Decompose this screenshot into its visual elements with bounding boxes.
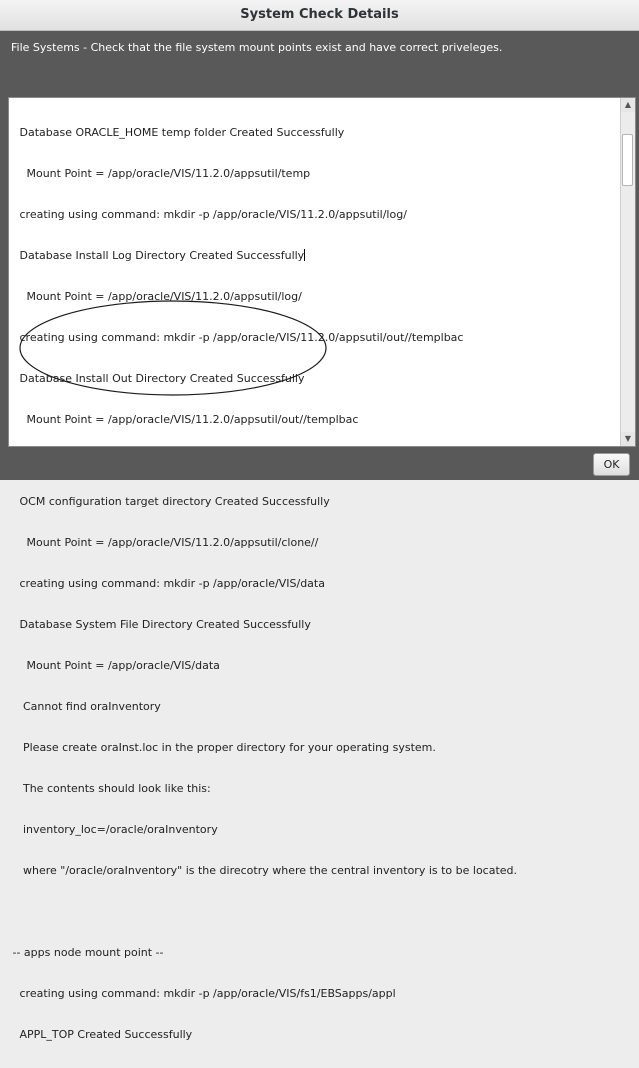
scroll-up-icon[interactable]: ▲ [621, 98, 635, 112]
details-text-area[interactable] [8, 97, 636, 1041]
log-line: OCM configuration target directory Created Successfully [9, 495, 330, 508]
log-line [9, 248, 621, 263]
log-line: Mount Point = /app/oracle/VIS/11.2.0/appsutil/clone// [9, 536, 319, 549]
log-line: Please create oraInst.loc in the proper directory for your operating system. [9, 741, 436, 754]
scroll-thumb[interactable] [622, 134, 633, 186]
log-line: creating using command: mkdir -p /app/oracle/VIS/data [9, 577, 325, 590]
vertical-scrollbar[interactable] [620, 98, 635, 446]
check-description: File Systems - Check that the file system mount points exist and have correct priveleges. [11, 41, 503, 54]
dialog-title: System Check Details [240, 7, 399, 22]
log-line [9, 904, 621, 919]
title-bar[interactable] [0, 0, 639, 31]
ok-button[interactable]: OK [593, 453, 630, 476]
log-line: Database System File Directory Created Successfully [9, 618, 311, 631]
text-cursor [304, 249, 305, 261]
footer-band [0, 447, 639, 480]
log-line: creating using command: mkdir -p /app/oracle/VIS/11.2.0/appsutil/log/ [9, 208, 407, 221]
log-line: where "/oracle/oraInventory" is the direcotry where the central inventory is to be located. [9, 864, 518, 877]
description-band [0, 31, 639, 97]
log-line: creating using command: mkdir -p /app/oracle/VIS/fs1/EBSapps/appl [9, 987, 396, 1000]
log-line: Mount Point = /app/oracle/VIS/11.2.0/appsutil/log/ [9, 290, 302, 303]
log-line: Mount Point = /app/oracle/VIS/11.2.0/appsutil/out//templbac [9, 413, 359, 426]
log-line: Mount Point = /app/oracle/VIS/data [9, 659, 220, 672]
log-line: Database ORACLE_HOME temp folder Created Successfully [9, 126, 345, 139]
scroll-down-icon[interactable]: ▼ [621, 432, 635, 446]
log-text [9, 99, 621, 1068]
log-line: inventory_loc=/oracle/oraInventory [9, 823, 218, 836]
log-line: -- apps node mount point -- [9, 946, 164, 959]
log-line: The contents should look like this: [9, 782, 211, 795]
log-line-text: Database Install Log Directory Created Successfully [9, 249, 305, 262]
log-line: Cannot find oraInventory [9, 700, 161, 713]
log-line: Database Install Out Directory Created Successfully [9, 372, 305, 385]
log-line: creating using command: mkdir -p /app/oracle/VIS/11.2.0/appsutil/out//templbac [9, 331, 464, 344]
log-line: Mount Point = /app/oracle/VIS/11.2.0/appsutil/temp [9, 167, 311, 180]
log-line: APPL_TOP Created Successfully [9, 1028, 193, 1041]
